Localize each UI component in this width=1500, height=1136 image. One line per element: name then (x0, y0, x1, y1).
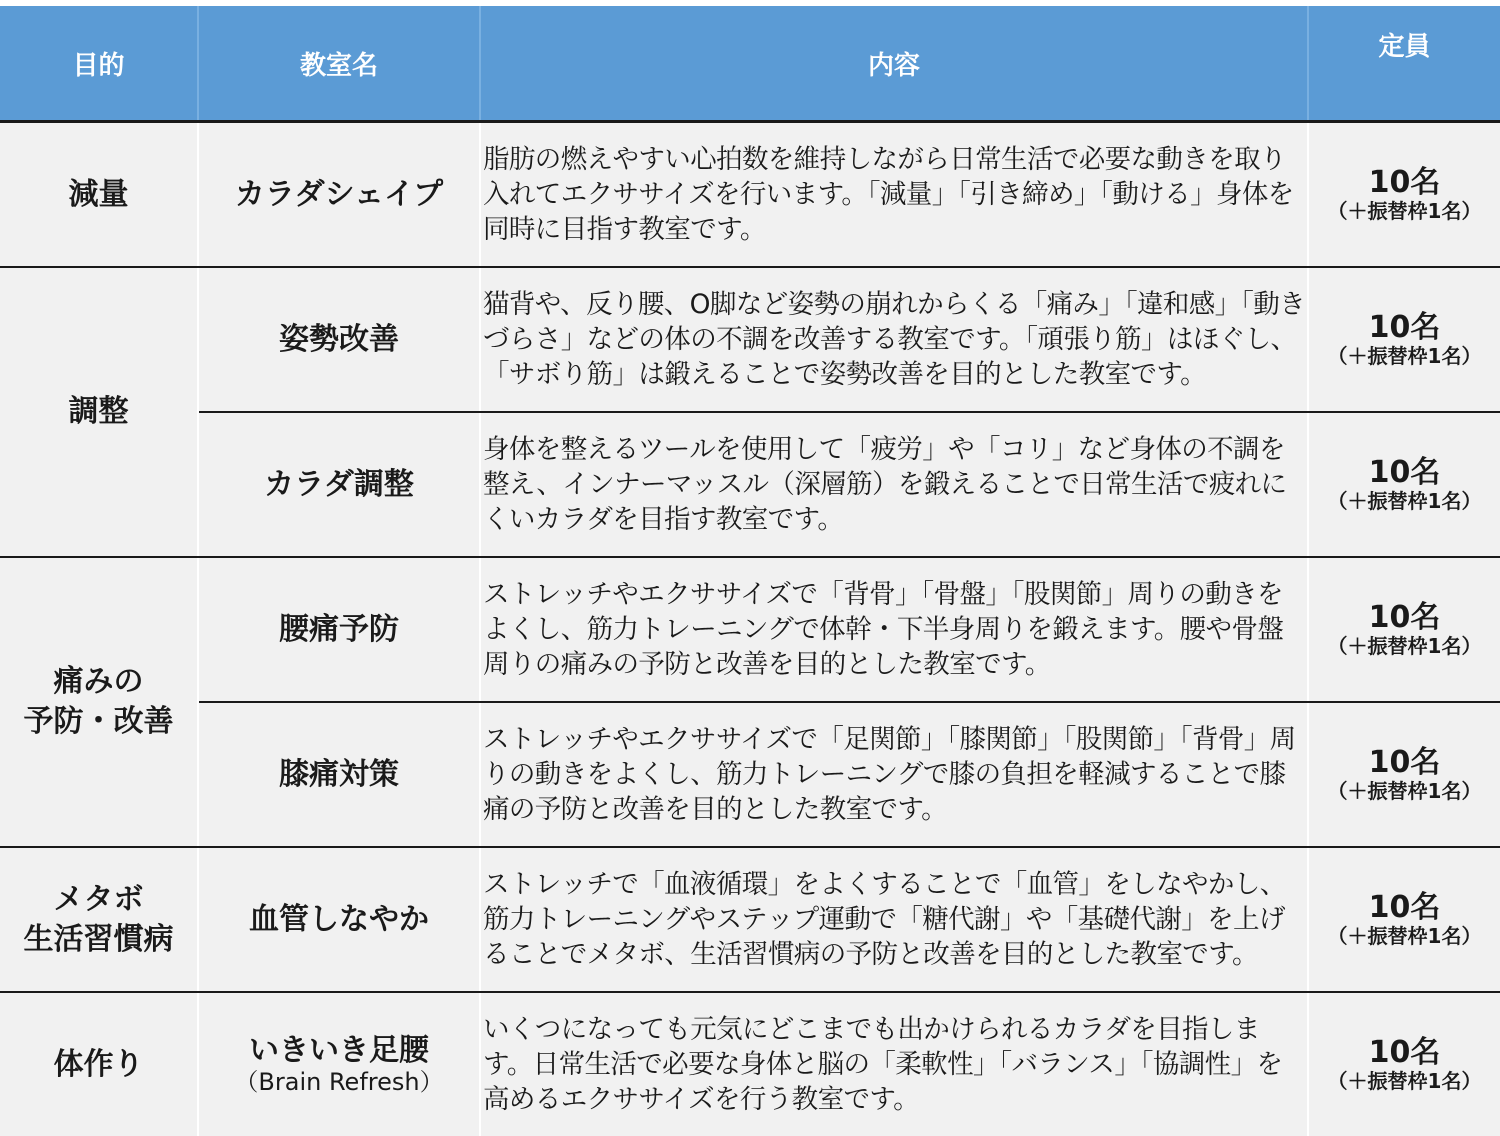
class-name: いきいき足腰 (249, 1032, 429, 1068)
capacity-value: 10名 (1368, 599, 1441, 635)
class-name-cell (198, 847, 480, 992)
capacity-cell (1308, 412, 1500, 557)
capacity-note: （＋振替枠1名） (1327, 633, 1482, 658)
capacity-cell (1308, 992, 1500, 1136)
class-name-cell (198, 267, 480, 412)
class-description: ストレッチやエクササイズで「足関節」「膝関節」「股関節」「背骨」周りの動きをよくし、筋力トレーニングで膝の負担を軽減することで膝痛の予防と改善を目的とした教室です。 (480, 702, 1308, 847)
capacity-note: （＋振替枠1名） (1327, 1068, 1482, 1093)
table-row (0, 847, 1500, 992)
purpose-label: 体作り (53, 1046, 144, 1082)
class-name: カラダシェイプ (234, 177, 444, 212)
class-name: 腰痛予防 (279, 612, 399, 647)
capacity-cell (1308, 122, 1500, 268)
header-purpose: 目的 (0, 6, 198, 122)
capacity-note: （＋振替枠1名） (1327, 198, 1482, 223)
class-description: 身体を整えるツールを使用して「疲労」や「コリ」など身体の不調を整え、インナーマッスル（深層筋）を鍛えることで日常生活で疲れにくいカラダを目指す教室です。 (480, 412, 1308, 557)
capacity-cell (1308, 847, 1500, 992)
capacity-value: 10名 (1368, 744, 1441, 780)
class-name: 膝痛対策 (279, 757, 399, 792)
class-name: 血管しなやか (249, 902, 429, 937)
class-name: カラダ調整 (264, 467, 414, 502)
class-description: ストレッチやエクササイズで「背骨」「骨盤」「股関節」周りの動きをよくし、筋力トレーニングで体幹・下半身周りを鍛えます。腰や骨盤周りの痛みの予防と改善を目的とした教室です。 (480, 557, 1308, 702)
class-name-cell (198, 557, 480, 702)
purpose-label: 痛みの (53, 664, 144, 700)
class-description: いくつになっても元気にどこまでも出かけられるカラダを目指します。日常生活で必要な身体と脳の「柔軟性」「バランス」「協調性」を高めるエクササイズを行う教室です。 (480, 992, 1308, 1136)
capacity-note: （＋振替枠1名） (1327, 923, 1482, 948)
table-row (0, 557, 1500, 702)
capacity-note: （＋振替枠1名） (1327, 488, 1482, 513)
purpose-label: メタボ (53, 881, 144, 917)
table-row (0, 412, 1500, 557)
capacity-value: 10名 (1368, 889, 1441, 925)
purpose-label: 予防・改善 (23, 704, 174, 739)
capacity-value: 10名 (1368, 309, 1441, 345)
class-name-cell (198, 412, 480, 557)
class-name-cell (198, 702, 480, 847)
class-description: 猫背や、反り腰、O脚など姿勢の崩れからくる「痛み」「違和感」「動きづらさ」などの体の不調を改善する教室です。「頑張り筋」はほぐし、「サボり筋」は鍛えることで姿勢改善を目的とした教室です。 (480, 267, 1308, 412)
capacity-value: 10名 (1368, 164, 1441, 200)
header-class-name: 教室名 (198, 6, 480, 122)
header-row (0, 6, 1500, 122)
class-name-cell (198, 122, 480, 268)
table-row (0, 267, 1500, 412)
capacity-note: （＋振替枠1名） (1327, 343, 1482, 368)
purpose-cell (0, 267, 198, 557)
purpose-cell (0, 122, 198, 268)
purpose-label: 生活習慣病 (23, 921, 174, 957)
capacity-note: （＋振替枠1名） (1327, 778, 1482, 803)
table-row (0, 122, 1500, 268)
capacity-cell (1308, 267, 1500, 412)
header-capacity: 定員 (1308, 6, 1500, 122)
capacity-value: 10名 (1368, 454, 1441, 490)
class-description: 脂肪の燃えやすい心拍数を維持しながら日常生活で必要な動きを取り入れてエクササイズを行います。「減量」「引き締め」「動ける」身体を同時に目指す教室です。 (480, 122, 1308, 268)
purpose-label: 減量 (68, 176, 129, 212)
table-row (0, 992, 1500, 1136)
capacity-value: 10名 (1368, 1034, 1441, 1070)
table-row (0, 702, 1500, 847)
class-table (0, 6, 1500, 1136)
capacity-cell (1308, 557, 1500, 702)
purpose-cell (0, 992, 198, 1136)
class-name-subtitle: （Brain Refresh） (234, 1067, 444, 1096)
header-content: 内容 (480, 6, 1308, 122)
purpose-cell (0, 847, 198, 992)
class-name: 姿勢改善 (279, 322, 399, 357)
class-description: ストレッチで「血液循環」をよくすることで「血管」をしなやかし、筋力トレーニングやステップ運動で「糖代謝」や「基礎代謝」を上げることでメタボ、生活習慣病の予防と改善を目的とした教室です。 (480, 847, 1308, 992)
purpose-cell (0, 557, 198, 847)
capacity-cell (1308, 702, 1500, 847)
purpose-label: 調整 (68, 394, 129, 430)
class-name-cell (198, 992, 480, 1136)
